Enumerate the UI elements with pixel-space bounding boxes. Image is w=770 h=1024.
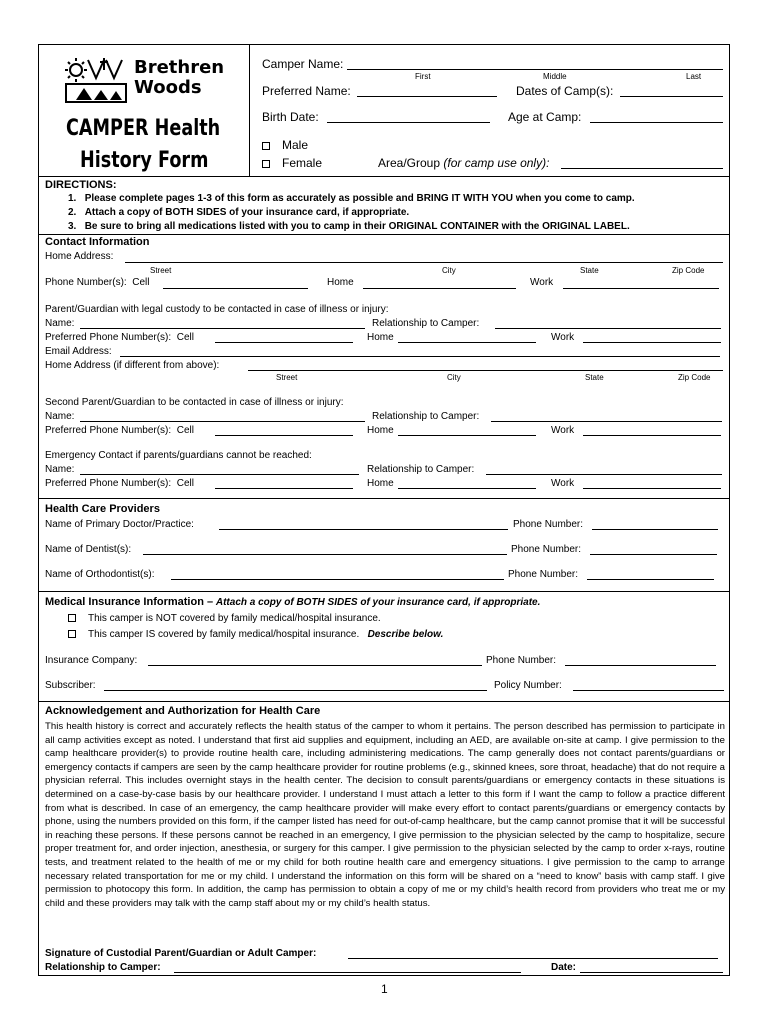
emergency-phone-row: Preferred Phone Number(s): Cell	[45, 478, 194, 489]
age-at-camp-field[interactable]	[590, 122, 723, 123]
policy-number-field[interactable]	[573, 690, 724, 691]
camper-name-label: Camper Name:	[262, 57, 344, 71]
is-covered-option[interactable]: This camper IS covered by family medical/hospital insurance. Describe below.	[68, 629, 443, 640]
second-parent-relationship-label: Relationship to Camper:	[372, 411, 480, 422]
parent-email-label: Email Address:	[45, 346, 112, 357]
parent-home-address-field[interactable]	[248, 370, 723, 371]
age-at-camp-label: Age at Camp:	[508, 110, 582, 124]
female-checkbox[interactable]	[262, 160, 270, 168]
header-divider	[249, 44, 250, 176]
providers-bottom-rule	[38, 591, 730, 592]
zip-caption: Zip Code	[672, 266, 705, 275]
primary-doctor-field[interactable]	[219, 529, 508, 530]
home-address-label: Home Address:	[45, 251, 114, 262]
second-parent-home-phone-field[interactable]	[398, 435, 536, 436]
second-parent-intro: Second Parent/Guardian to be contacted in case of illness or injury:	[45, 397, 344, 408]
preferred-name-field[interactable]	[357, 96, 497, 97]
parent-cell-field[interactable]	[215, 342, 353, 343]
ack-body: This health history is correct and accurately reflects the health status of the camper to whom it pertains. The person described has permission to participate in all camp activities except as noted. I understand that first aid supplies and equipment, including an AED, are available on-site at camp. I give permission to the camp healthcare provider(s) to provide routine health care, including administering medications. The camp generally does not contact parents/guardians or emergency contacts if campers are seen by the camp healthcare provider for routine problems (e.g., skinned knees, sore throat, headache) that do not require a physician referral. This includes overnight stays in the health center. The decision to consult parents/guardians or emergency contacts in these situations is determined on a case-by-case basis by our healthcare provider. I understand I must attach a letter to this form if I want the camp to follow a practice different from what is described. In case of an emergency, the camp healthcare provider will make every effort to contact parents/guardians or emergency contacts by phone, using the numbers provided on this form, if the camper listed has need for out-of-camp healthcare, but the camp cannot promise that it will be successful in reaching these persons. If these persons cannot be reached in an emergency, I give permission to the physician selected by the camp to hospitalize, secure proper treatment for, and order injection, anesthesia, or surgery for this camper. I give permission to the physician selected by the camp to order x-rays, routine tests, and treatment related to the health of me or my child for both routine health care and emergency situations. I give permission to the camp to arrange necessary related transportation for me or my child. I understand the information on this form will be shared on a “need to know” basis with camp staff. I give permission to photocopy this form. In addition, the camp has permission to obtain a copy of me or my child’s health record from providers who treat me or my child and these providers may talk with the camp staff about my or my child’s health status.	[45, 721, 725, 909]
date-label: Date:	[551, 962, 577, 973]
dentist-field[interactable]	[143, 554, 507, 555]
second-parent-name-field[interactable]	[80, 421, 365, 422]
logo-brand-line1: Brethren	[134, 57, 225, 78]
dates-of-camp-field[interactable]	[620, 96, 723, 97]
first-name-caption: First	[415, 72, 431, 81]
brethren-woods-logo	[64, 56, 234, 106]
camper-name-field[interactable]	[347, 69, 723, 70]
parent-email-field[interactable]	[120, 356, 720, 357]
orthodontist-phone-label: Phone Number:	[508, 569, 579, 580]
insurance-company-field[interactable]	[148, 665, 482, 666]
page-number: 1	[381, 982, 388, 996]
emergency-work-label: Work	[551, 478, 575, 489]
parent-home-phone-field[interactable]	[398, 342, 536, 343]
parent-intro: Parent/Guardian with legal custody to be contacted in case of illness or injury:	[45, 304, 389, 315]
emergency-cell-field[interactable]	[215, 488, 353, 489]
parent-street-caption: Street	[276, 373, 298, 382]
area-group-field[interactable]	[561, 168, 723, 169]
date-field[interactable]	[580, 972, 723, 973]
dentist-phone-field[interactable]	[590, 554, 717, 555]
emergency-relationship-field[interactable]	[486, 474, 722, 475]
contact-bottom-rule	[38, 498, 730, 499]
parent-work-phone-field[interactable]	[583, 342, 721, 343]
second-parent-name-label: Name:	[45, 411, 75, 422]
signature-label: Signature of Custodial Parent/Guardian or Adult Camper:	[45, 948, 317, 959]
home-address-field[interactable]	[125, 262, 723, 263]
female-option[interactable]	[262, 156, 322, 170]
male-option[interactable]	[262, 138, 308, 152]
not-covered-option[interactable]: This camper is NOT covered by family medical/hospital insurance.	[68, 613, 381, 624]
directions-bottom-rule	[38, 234, 730, 235]
middle-name-caption: Middle	[543, 72, 567, 81]
camper-phone-row: Phone Number(s): Cell	[45, 277, 150, 288]
primary-doctor-phone-label: Phone Number:	[513, 519, 584, 530]
form-title-line2: History Form	[80, 148, 209, 173]
emergency-name-field[interactable]	[80, 474, 359, 475]
second-parent-cell-field[interactable]	[215, 435, 353, 436]
primary-doctor-phone-field[interactable]	[592, 529, 718, 530]
parent-phone-row: Preferred Phone Number(s): Cell	[45, 332, 194, 343]
camper-work-label: Work	[530, 277, 554, 288]
preferred-name-label: Preferred Name:	[262, 84, 351, 98]
primary-doctor-label: Name of Primary Doctor/Practice:	[45, 519, 194, 530]
logo-mark-icon	[64, 56, 128, 104]
emergency-name-label: Name:	[45, 464, 75, 475]
city-caption: City	[442, 266, 456, 275]
insurance-bottom-rule	[38, 701, 730, 702]
orthodontist-phone-field[interactable]	[587, 579, 714, 580]
direction-item-2: 2. Attach a copy of BOTH SIDES of your insurance card, if appropriate.	[68, 207, 410, 218]
form-title-line1: CAMPER Health	[66, 116, 221, 141]
direction-item-1: 1. Please complete pages 1-3 of this form as accurately as possible and BRING IT WITH YOU when you come to camp.	[68, 193, 635, 204]
parent-home-label: Home	[367, 332, 394, 343]
providers-heading: Health Care Providers	[45, 503, 160, 515]
insurance-phone-field[interactable]	[565, 665, 716, 666]
is-covered-checkbox[interactable]	[68, 630, 76, 638]
directions-heading: DIRECTIONS:	[45, 179, 117, 191]
parent-home-address-label: Home Address (if different from above):	[45, 360, 220, 371]
subscriber-field[interactable]	[104, 690, 487, 691]
relationship-field[interactable]	[174, 972, 521, 973]
parent-name-label: Name:	[45, 318, 75, 329]
birth-date-label: Birth Date:	[262, 110, 319, 124]
logo-brand-line2: Woods	[134, 77, 202, 98]
parent-name-field[interactable]	[80, 328, 365, 329]
emergency-relationship-label: Relationship to Camper:	[367, 464, 475, 475]
orthodontist-field[interactable]	[171, 579, 504, 580]
male-checkbox[interactable]	[262, 142, 270, 150]
policy-number-label: Policy Number:	[494, 680, 562, 691]
direction-item-3: 3. Be sure to bring all medications listed with you to camp in their ORIGINAL CONTAINER with the ORIGINAL LABEL.	[68, 221, 630, 232]
male-label: Male	[282, 138, 309, 152]
birth-date-field[interactable]	[327, 122, 490, 123]
ack-heading: Acknowledgement and Authorization for Health Care	[45, 705, 321, 717]
dentist-label: Name of Dentist(s):	[45, 544, 132, 555]
insurance-company-label: Insurance Company:	[45, 655, 138, 666]
emergency-work-phone-field[interactable]	[583, 488, 721, 489]
area-group-label: Area/Group (for camp use only):	[378, 156, 550, 170]
emergency-home-label: Home	[367, 478, 394, 489]
relationship-label: Relationship to Camper:	[45, 962, 161, 973]
parent-zip-caption: Zip Code	[678, 373, 711, 382]
street-caption: Street	[150, 266, 172, 275]
parent-work-label: Work	[551, 332, 575, 343]
not-covered-checkbox[interactable]	[68, 614, 76, 622]
second-parent-work-phone-field[interactable]	[583, 435, 721, 436]
last-name-caption: Last	[686, 72, 702, 81]
insurance-heading: Medical Insurance Information – Attach a copy of BOTH SIDES of your insurance card, if appropriate.	[45, 596, 541, 608]
insurance-phone-label: Phone Number:	[486, 655, 557, 666]
female-label: Female	[282, 156, 323, 170]
emergency-intro: Emergency Contact if parents/guardians cannot be reached:	[45, 450, 312, 461]
second-parent-work-label: Work	[551, 425, 575, 436]
parent-relationship-label: Relationship to Camper:	[372, 318, 480, 329]
parent-relationship-field[interactable]	[495, 328, 721, 329]
second-parent-home-label: Home	[367, 425, 394, 436]
parent-state-caption: State	[585, 373, 604, 382]
parent-city-caption: City	[447, 373, 461, 382]
orthodontist-label: Name of Orthodontist(s):	[45, 569, 155, 580]
dates-of-camp-label: Dates of Camp(s):	[516, 84, 614, 98]
contact-heading: Contact Information	[45, 236, 150, 248]
second-parent-relationship-field[interactable]	[491, 421, 722, 422]
camper-home-label: Home	[327, 277, 354, 288]
signature-field[interactable]	[348, 958, 718, 959]
camper-home-phone-field[interactable]	[363, 288, 516, 289]
subscriber-label: Subscriber:	[45, 680, 96, 691]
emergency-home-phone-field[interactable]	[398, 488, 536, 489]
camper-work-phone-field[interactable]	[563, 288, 719, 289]
second-parent-phone-row: Preferred Phone Number(s): Cell	[45, 425, 194, 436]
header-bottom-rule	[38, 176, 730, 177]
dentist-phone-label: Phone Number:	[511, 544, 582, 555]
camper-cell-field[interactable]	[163, 288, 308, 289]
state-caption: State	[580, 266, 599, 275]
